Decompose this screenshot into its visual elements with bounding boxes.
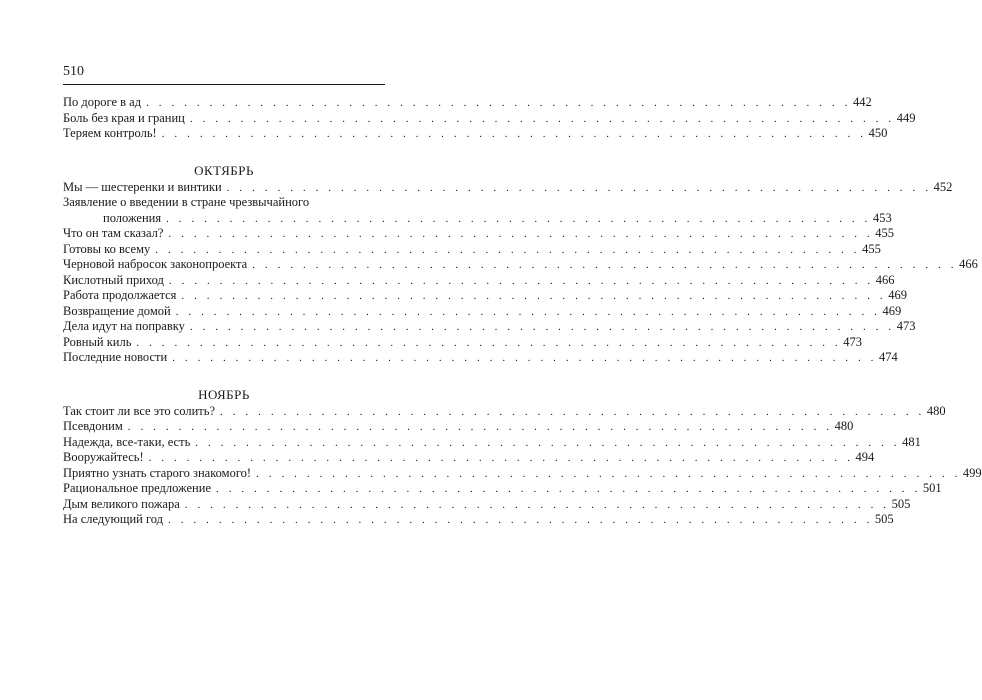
toc-entry — [63, 179, 953, 196]
entry-page: 494 — [855, 450, 875, 464]
entry-title: Теряем контроль! — [63, 126, 157, 140]
entry-page: 449 — [896, 110, 916, 125]
entry-page: 473 — [843, 334, 863, 349]
page-number: 510 — [63, 64, 84, 79]
dot-leader: . . . . . . . . . . . . . . . . . . . . . . . . . . . . . . . . . . . . . . . . . . . . . . . . . . . . . . . . — [127, 421, 833, 433]
toc-entry — [63, 403, 946, 420]
entry-page: 480 — [834, 419, 854, 433]
entry-page: 466 — [875, 272, 895, 287]
section-heading: ОКТЯБРЬ — [194, 162, 254, 178]
entry-page: 480 — [926, 403, 946, 418]
entry-page: 455 — [875, 226, 895, 240]
entry-page: 469 — [882, 303, 902, 318]
entry-title: Надежда, все-таки, есть — [63, 434, 191, 449]
toc-entry — [63, 465, 982, 482]
toc-entry — [63, 226, 895, 242]
dot-leader: . . . . . . . . . . . . . . . . . . . . . . . . . . . . . . . . . . . . . . . . . . . . . . . . . . . . . . . . — [168, 228, 874, 240]
entry-title: Дела идут на поправку — [63, 319, 185, 333]
toc-entry — [63, 334, 863, 351]
toc-entry — [63, 419, 854, 435]
dot-leader: . . . . . . . . . . . . . . . . . . . . . . . . . . . . . . . . . . . . . . . . . . . . . . . . . . . . . . . . — [181, 290, 887, 302]
dot-leader: . . . . . . . . . . . . . . . . . . . . . . . . . . . . . . . . . . . . . . . . . . . . . . . . . . . . . . . . — [220, 405, 925, 418]
dot-leader: . . . . . . . . . . . . . . . . . . . . . . . . . . . . . . . . . . . . . . . . . . . . . . . . . . . . . . . . — [166, 212, 871, 225]
toc-entry — [63, 350, 898, 366]
entry-title: Боль без края и границ — [63, 110, 185, 125]
entry-page: 469 — [888, 288, 908, 302]
entry-page: 481 — [902, 434, 921, 449]
dot-leader: . . . . . . . . . . . . . . . . . . . . . . . . . . . . . . . . . . . . . . . . . . . . . . . . . . . . . . . . — [136, 336, 842, 349]
entry-title-continuation: положения — [103, 210, 162, 225]
toc-entry — [63, 110, 916, 127]
toc-entry — [63, 241, 881, 258]
entry-title: Приятно узнать старого знакомого! — [63, 465, 252, 480]
entry-title: Работа продолжается — [63, 288, 177, 302]
entry-page: 452 — [933, 179, 953, 194]
entry-title: Черновой набросок законопроекта — [63, 257, 248, 271]
entry-title: Кислотный приход — [63, 272, 164, 287]
entry-title: Возвращение домой — [63, 303, 171, 318]
toc-entry — [63, 257, 978, 273]
dot-leader: . . . . . . . . . . . . . . . . . . . . . . . . . . . . . . . . . . . . . . . . . . . . . . . . . . . . . . . . — [189, 112, 895, 125]
entry-page: 466 — [959, 257, 978, 271]
dot-leader: . . . . . . . . . . . . . . . . . . . . . . . . . . . . . . . . . . . . . . . . . . . . . . . . . . . . . . . . — [172, 352, 878, 364]
entry-title: Ровный киль — [63, 334, 132, 349]
dot-leader: . . . . . . . . . . . . . . . . . . . . . . . . . . . . . . . . . . . . . . . . . . . . . . . . . . . . . . . . — [226, 181, 932, 194]
toc-entry — [63, 481, 942, 497]
entry-title: Псевдоним — [63, 419, 123, 433]
toc-entry — [63, 288, 908, 304]
entry-title: По дороге в ад — [63, 95, 142, 109]
toc-entry — [63, 126, 888, 142]
dot-leader: . . . . . . . . . . . . . . . . . . . . . . . . . . . . . . . . . . . . . . . . . . . . . . . . . . . . . . . . — [168, 274, 874, 287]
entry-page: 450 — [868, 126, 888, 140]
toc-entry — [63, 272, 895, 289]
entry-page: 455 — [862, 241, 881, 256]
table-of-contents — [63, 95, 982, 528]
toc-entry — [63, 95, 872, 111]
dot-leader: . . . . . . . . . . . . . . . . . . . . . . . . . . . . . . . . . . . . . . . . . . . . . . . . . . . . . . . . — [184, 498, 890, 511]
entry-page: 473 — [896, 319, 916, 333]
header-rule — [63, 84, 385, 85]
dot-leader: . . . . . . . . . . . . . . . . . . . . . . . . . . . . . . . . . . . . . . . . . . . . . . . . . . . . . . . . — [161, 128, 867, 140]
toc-entry — [63, 303, 902, 320]
entry-title: Готовы ко всему — [63, 241, 151, 256]
dot-leader: . . . . . . . . . . . . . . . . . . . . . . . . . . . . . . . . . . . . . . . . . . . . . . . . . . . . . . . . — [216, 483, 921, 495]
toc-section-november — [63, 385, 982, 528]
toc-entry — [63, 496, 911, 513]
entry-page: 499 — [962, 465, 982, 480]
entry-title: Последние новости — [63, 350, 168, 364]
dot-leader: . . . . . . . . . . . . . . . . . . . . . . . . . . . . . . . . . . . . . . . . . . . . . . . . . . . . . . . . — [148, 452, 854, 464]
entry-title: Заявление о введении в стране чрезвычайного — [63, 195, 310, 209]
toc-entry — [63, 195, 892, 226]
dot-leader: . . . . . . . . . . . . . . . . . . . . . . . . . . . . . . . . . . . . . . . . . . . . . . . . . . . . . . . . — [146, 97, 851, 109]
toc-entry — [63, 319, 916, 335]
dot-leader: . . . . . . . . . . . . . . . . . . . . . . . . . . . . . . . . . . . . . . . . . . . . . . . . . . . . . . . . — [175, 305, 881, 318]
entry-title: Так стоит ли все это солить? — [63, 403, 216, 418]
entry-page: 505 — [874, 512, 894, 526]
dot-leader: . . . . . . . . . . . . . . . . . . . . . . . . . . . . . . . . . . . . . . . . . . . . . . . . . . . . . . . . — [189, 321, 895, 333]
entry-page: 442 — [852, 95, 872, 109]
entry-title: Вооружайтесь! — [63, 450, 144, 464]
toc-entry — [63, 512, 894, 528]
dot-leader: . . . . . . . . . . . . . . . . . . . . . . . . . . . . . . . . . . . . . . . . . . . . . . . . . . . . . . . . — [195, 436, 901, 449]
entry-page: 505 — [891, 496, 911, 511]
toc-entry — [63, 434, 921, 451]
toc-section-continued — [63, 95, 916, 142]
toc-section-october — [63, 161, 978, 366]
section-heading: НОЯБРЬ — [198, 386, 250, 402]
entry-page: 501 — [922, 481, 942, 495]
toc-entry — [63, 450, 875, 466]
dot-leader: . . . . . . . . . . . . . . . . . . . . . . . . . . . . . . . . . . . . . . . . . . . . . . . . . . . . . . . . — [155, 243, 861, 256]
dot-leader: . . . . . . . . . . . . . . . . . . . . . . . . . . . . . . . . . . . . . . . . . . . . . . . . . . . . . . . . — [256, 467, 961, 480]
dot-leader: . . . . . . . . . . . . . . . . . . . . . . . . . . . . . . . . . . . . . . . . . . . . . . . . . . . . . . . . — [252, 259, 958, 271]
entry-title: Дым великого пожара — [63, 496, 180, 511]
entry-title: Мы — шестеренки и винтики — [63, 179, 222, 194]
entry-title: Рациональное предложение — [63, 481, 211, 495]
dot-leader: . . . . . . . . . . . . . . . . . . . . . . . . . . . . . . . . . . . . . . . . . . . . . . . . . . . . . . . . — [168, 514, 873, 526]
entry-title: Что он там сказал? — [63, 226, 164, 240]
entry-title: На следующий год — [63, 512, 164, 526]
entry-page: 453 — [872, 210, 892, 225]
entry-page: 474 — [879, 350, 898, 364]
